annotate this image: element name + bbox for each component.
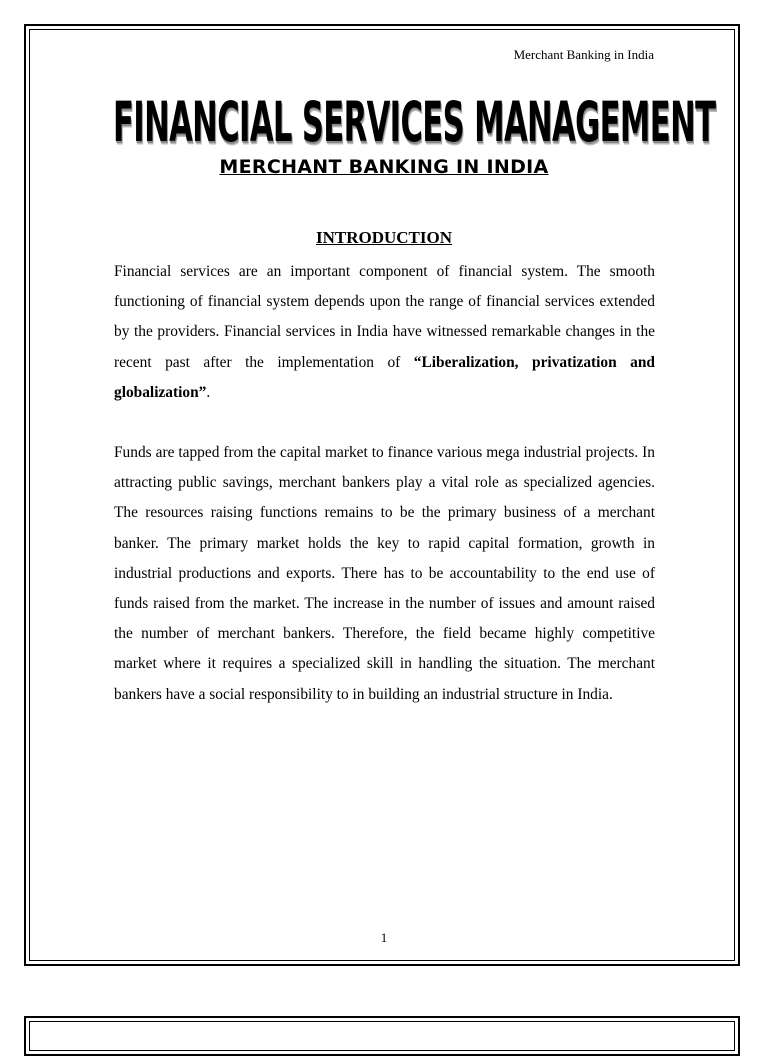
page-number: 1 — [380, 930, 388, 945]
paragraph-end: . — [206, 383, 211, 401]
document-title: FINANCIAL SERVICES MANAGEMENT — [113, 91, 716, 156]
paragraph-text: Financial services are an important component of financial system. The smooth functioning of financial system depends upon the range of financial services extended by the providers. Financial services in India have witnessed remarkable changes in the recent past after the implementation of — [114, 263, 655, 371]
next-page-border-outer — [24, 1016, 740, 1056]
section-heading: INTRODUCTION — [315, 228, 453, 247]
paragraph-introduction — [114, 257, 655, 408]
running-header: Merchant Banking in India — [513, 47, 654, 62]
document-subtitle: MERCHANT BANKING IN INDIA — [219, 156, 549, 178]
bold-quote: “Liberalization, privatization and globalization” — [114, 353, 655, 401]
paragraph-funds: Funds are tapped from the capital market to finance various mega industrial projects. In attracting public savings, merchant bankers play a vital role as specialized agencies. The resources raising functions remains to be the primary business of a merchant banker. The primary market holds the key to rapid capital formation, growth in industrial productions and exports. There has to be accountability to the end use of funds raised from the market. The increase in the number of issues and amount raised the number of merchant bankers. Therefore, the field became highly competitive market where it requires a specialized skill in handling the situation. The merchant bankers have a social responsibility to in building an industrial structure in India. — [114, 444, 655, 703]
next-page-border-inner — [29, 1021, 735, 1051]
